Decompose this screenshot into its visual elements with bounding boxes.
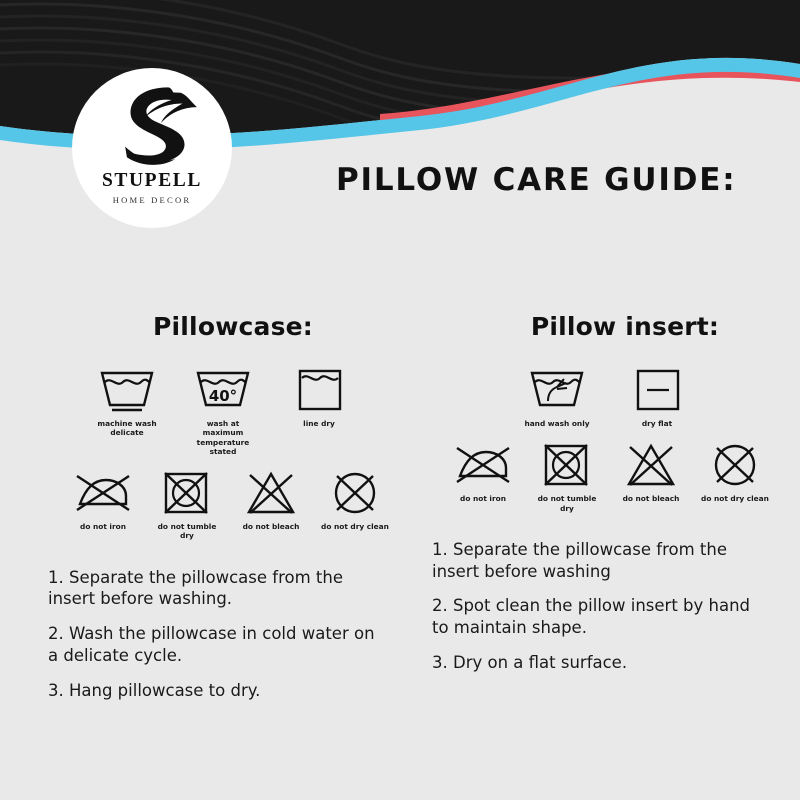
- do-not-iron-cell: [66, 470, 140, 531]
- do-not-dry-clean-label: do not dry clean: [321, 522, 389, 531]
- pillowcase-step-3: 3. Hang pillowcase to dry.: [48, 680, 261, 700]
- pillowcase-section-title: Pillowcase:: [152, 312, 314, 341]
- wash-40-degrees-label: wash at maximum temperature stated: [196, 419, 250, 456]
- pillowcase-section: [34, 312, 394, 714]
- pillow-insert-step-3: 3. Dry on a flat surface.: [432, 652, 628, 672]
- do-not-tumble-dry-label: do not tumble dry: [157, 522, 217, 541]
- do-not-iron-icon: [452, 442, 514, 488]
- pillowcase-step-2: 2. Wash the pillowcase in cold water on a delicate cycle.: [48, 624, 375, 665]
- brand-logo-badge: [72, 68, 232, 228]
- pillow-insert-step-2: 2. Spot clean the pillow insert by hand to maintain shape.: [432, 596, 751, 638]
- do-not-tumble-dry-icon: [158, 470, 216, 516]
- do-not-iron-label: do not iron: [80, 522, 126, 531]
- wash-40-degrees-cell: [186, 365, 260, 456]
- line-dry-label: line dry: [303, 419, 335, 428]
- stupell-swoosh-logo-icon: [98, 82, 206, 168]
- do-not-tumble-dry-cell: [150, 470, 224, 541]
- do-not-dry-clean-icon: [326, 470, 384, 516]
- dry-flat-label: dry flat: [641, 419, 673, 428]
- machine-wash-delicate-icon: [96, 365, 158, 413]
- do-not-bleach-cell: [614, 442, 688, 503]
- pillowcase-icon-row-2: [34, 470, 394, 541]
- dry-flat-icon: [626, 365, 688, 413]
- do-not-tumble-dry-icon: [538, 442, 596, 488]
- hand-wash-only-icon: [526, 365, 588, 413]
- brand-name: STUPELL: [101, 170, 203, 191]
- machine-wash-delicate-label: machine wash delicate: [97, 419, 157, 438]
- dry-flat-cell: [620, 365, 694, 428]
- hand-wash-only-cell: [520, 365, 594, 428]
- do-not-iron-icon: [72, 470, 134, 516]
- do-not-dry-clean-label: do not dry clean: [701, 494, 769, 504]
- pillowcase-icon-grid: [34, 365, 394, 541]
- do-not-bleach-label: do not bleach: [242, 522, 300, 531]
- pillowcase-icon-row-1: [34, 365, 394, 456]
- pillow-insert-icon-grid: [424, 365, 784, 513]
- pillow-insert-icon-row-1: [424, 365, 784, 428]
- wash-40-degrees-icon: [192, 365, 254, 413]
- pillowcase-step-1: 1. Separate the pillowcase from the insert before washing.: [48, 567, 343, 609]
- svg-text:40°: 40°: [208, 387, 238, 405]
- do-not-dry-clean-cell: [698, 442, 772, 503]
- pillow-insert-step-1: 1. Separate the pillowcase from the insert before washing: [432, 539, 727, 581]
- do-not-iron-cell: [446, 442, 520, 503]
- do-not-tumble-dry-label: do not tumble dry: [537, 494, 597, 513]
- pillow-insert-steps: [424, 539, 784, 674]
- do-not-bleach-icon: [622, 442, 680, 488]
- pillowcase-steps: [34, 567, 394, 702]
- do-not-bleach-icon: [242, 470, 300, 516]
- line-dry-icon: [288, 365, 350, 413]
- brand-tagline: HOME DECOR: [112, 195, 192, 205]
- do-not-iron-label: do not iron: [460, 494, 506, 504]
- do-not-bleach-cell: [234, 470, 308, 531]
- do-not-bleach-label: do not bleach: [622, 494, 680, 504]
- line-dry-cell: [282, 365, 356, 428]
- machine-wash-delicate-cell: [90, 365, 164, 438]
- do-not-dry-clean-cell: [318, 470, 392, 531]
- pillow-insert-section: [424, 312, 784, 687]
- pillow-insert-icon-row-2: [424, 442, 784, 513]
- page-title: PILLOW CARE GUIDE:: [336, 162, 737, 198]
- do-not-dry-clean-icon: [706, 442, 764, 488]
- do-not-tumble-dry-cell: [530, 442, 604, 513]
- pillow-insert-section-title: Pillow insert:: [530, 312, 720, 341]
- hand-wash-only-label: hand wash only: [524, 419, 590, 428]
